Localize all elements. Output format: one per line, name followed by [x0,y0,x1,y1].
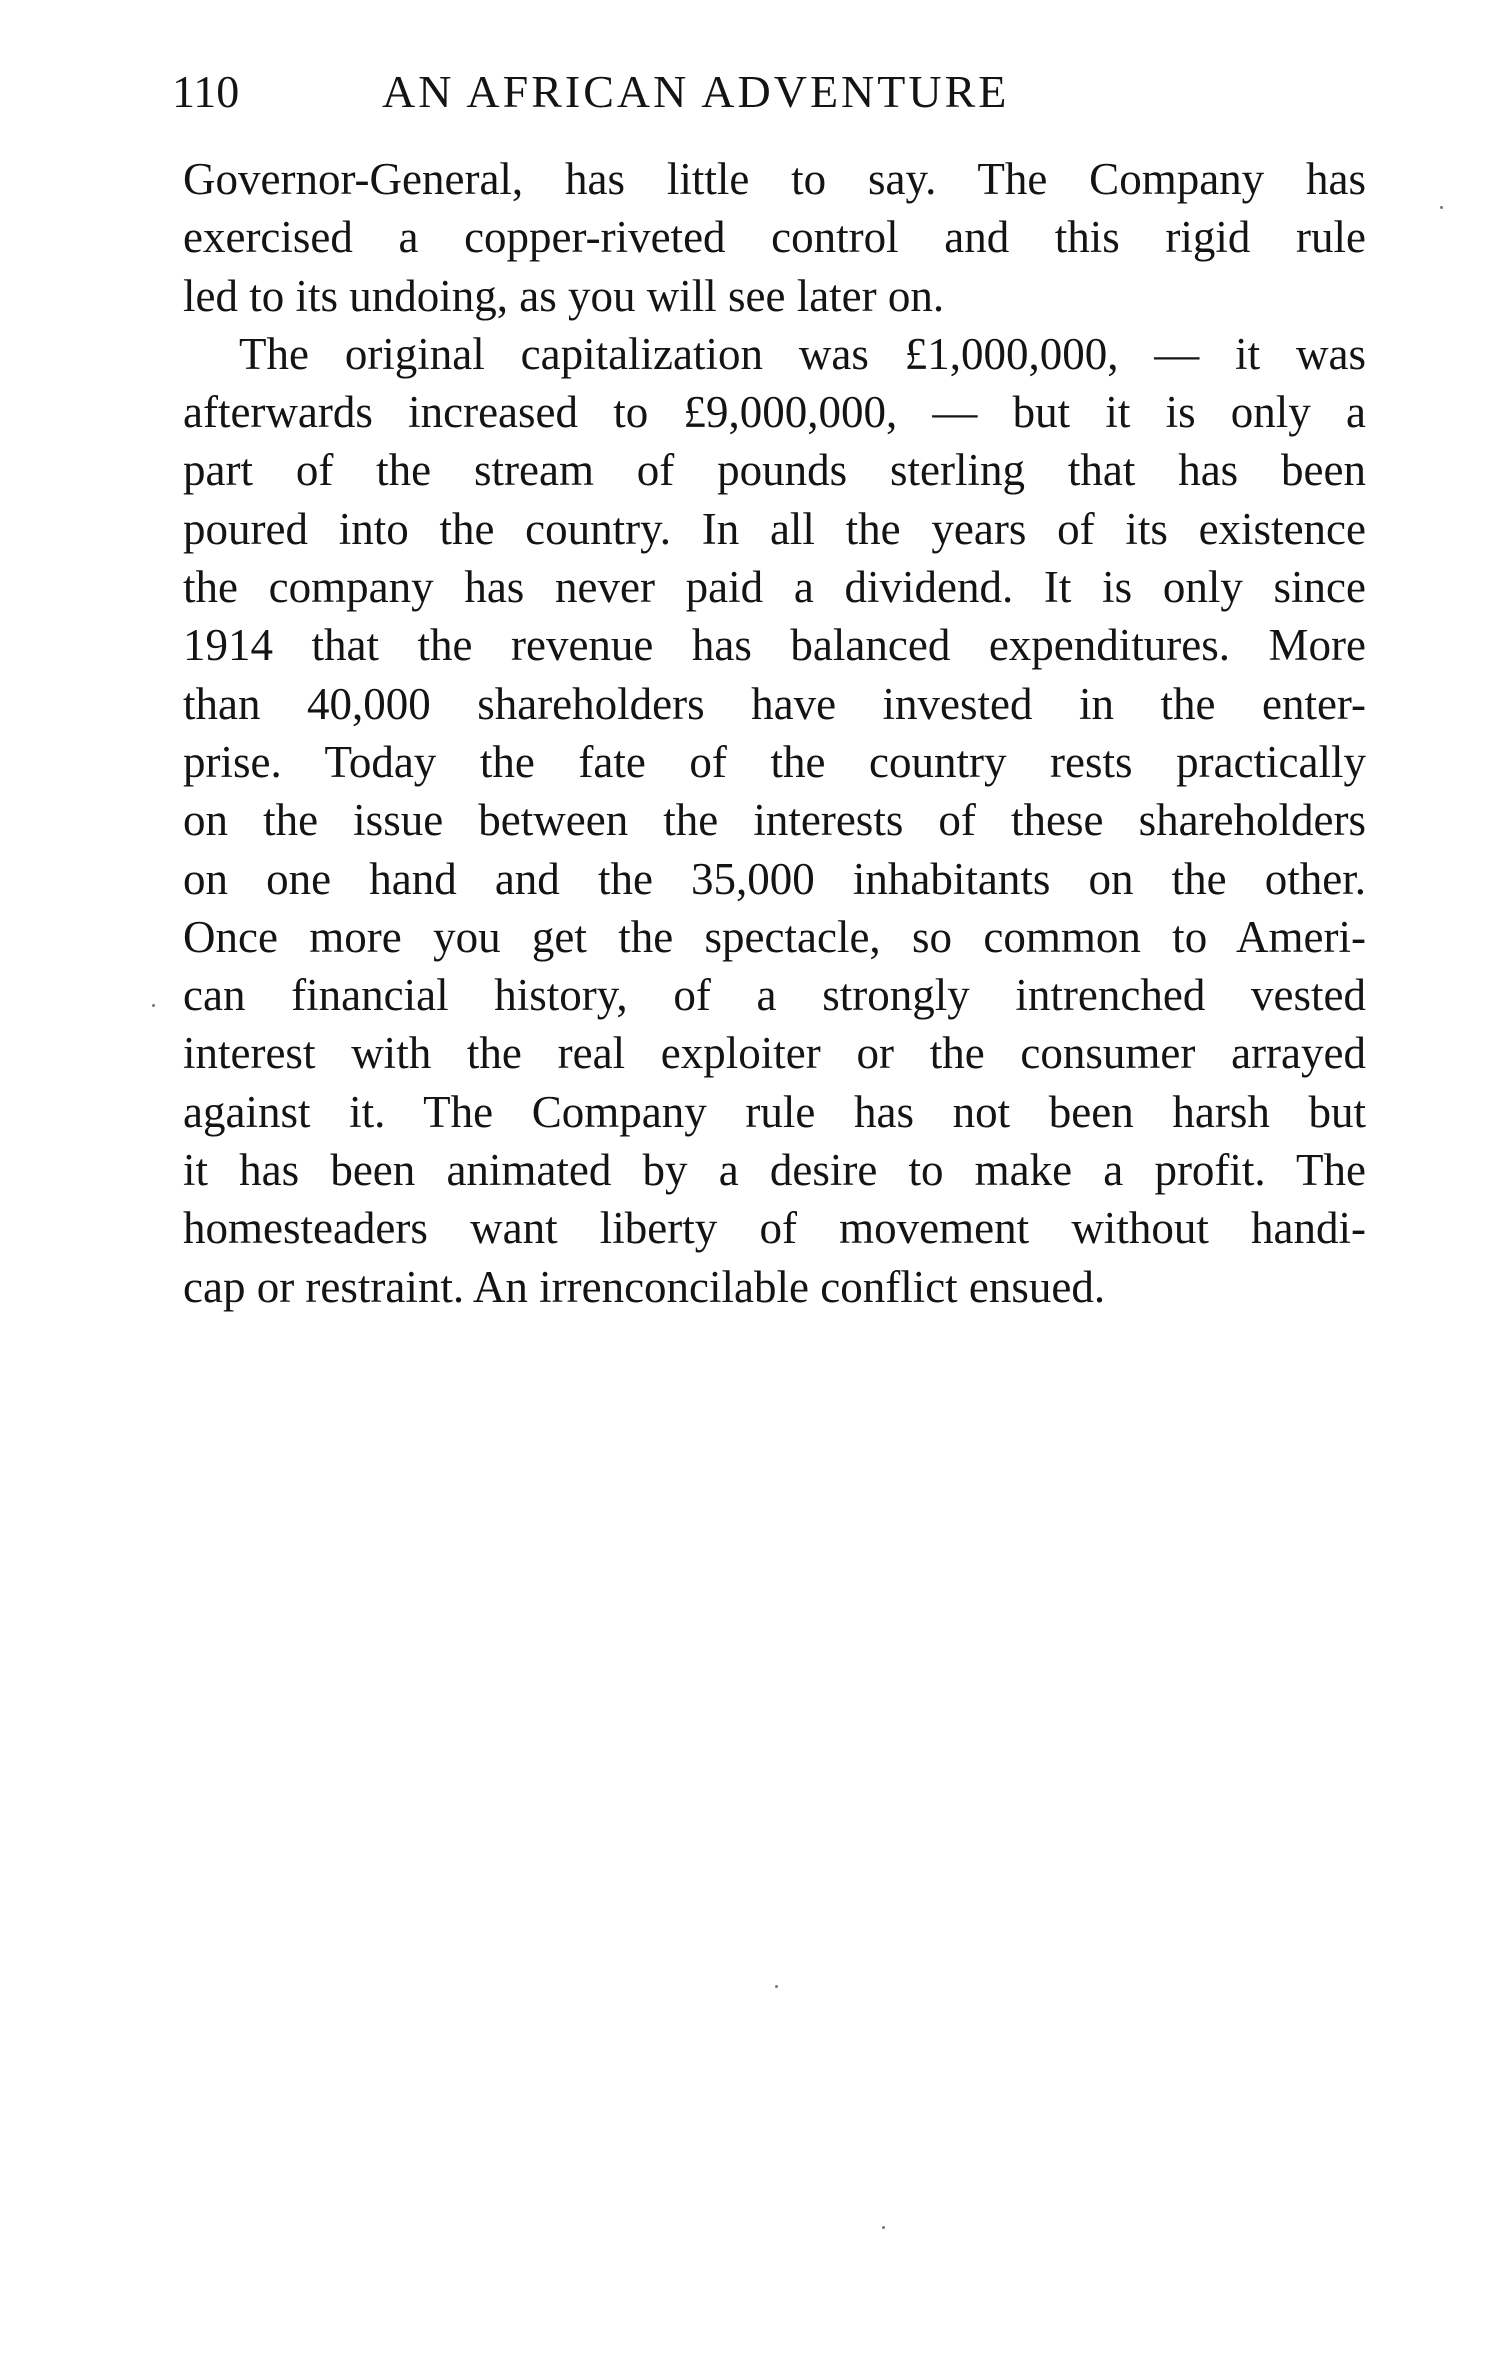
text-line: interest with the real exploiter or the consumer arrayed [183,1028,1366,1079]
paragraph-2 [183,325,1366,1316]
text-line: part of the stream of pounds sterling that has been [183,445,1366,496]
text-line: it has been animated by a desire to make a profit. The [183,1145,1366,1196]
page-number: 110 [172,66,240,117]
paper-speck [775,1985,778,1988]
text-line: afterwards increased to £9,000,000, — but it is only a [183,387,1366,438]
paper-speck [1440,206,1443,209]
text-line: poured into the country. In all the years of its existence [183,503,1366,554]
text-line: on the issue between the interests of these shareholders [183,795,1366,846]
text-line: Governor-General, has little to say. The Company has [183,154,1366,204]
text-line: prise. Today the fate of the country rests practically [183,736,1366,787]
text-line: The original capitalization was £1,000,000, — it was [239,328,1366,379]
text-line: on one hand and the 35,000 inhabitants on the other. [183,853,1366,904]
text-line: exercised a copper-riveted control and this rigid rule [183,212,1366,263]
text-line: than 40,000 shareholders have invested in the enter- [183,678,1366,729]
page-header [172,62,1372,122]
text-line: Once more you get the spectacle, so common to Ameri- [183,911,1366,962]
text-line: can financial history, of a strongly intrenched vested [183,970,1366,1021]
paper-speck [882,2226,885,2229]
text-line: the company has never paid a dividend. It is only since [183,562,1366,613]
text-line: cap or restraint. An irrenconcilable conflict ensued. [183,1261,1106,1312]
body-text [183,150,1366,1316]
text-line: led to its undoing, as you will see later on. [183,270,945,321]
text-line: 1914 that the revenue has balanced expenditures. More [183,620,1366,671]
paper-speck [152,1004,155,1007]
text-line: against it. The Company rule has not been harsh but [183,1086,1366,1137]
text-line: homesteaders want liberty of movement without handi- [183,1203,1366,1254]
running-title: AN AFRICAN ADVENTURE [382,66,1010,117]
paragraph-1 [183,150,1366,325]
